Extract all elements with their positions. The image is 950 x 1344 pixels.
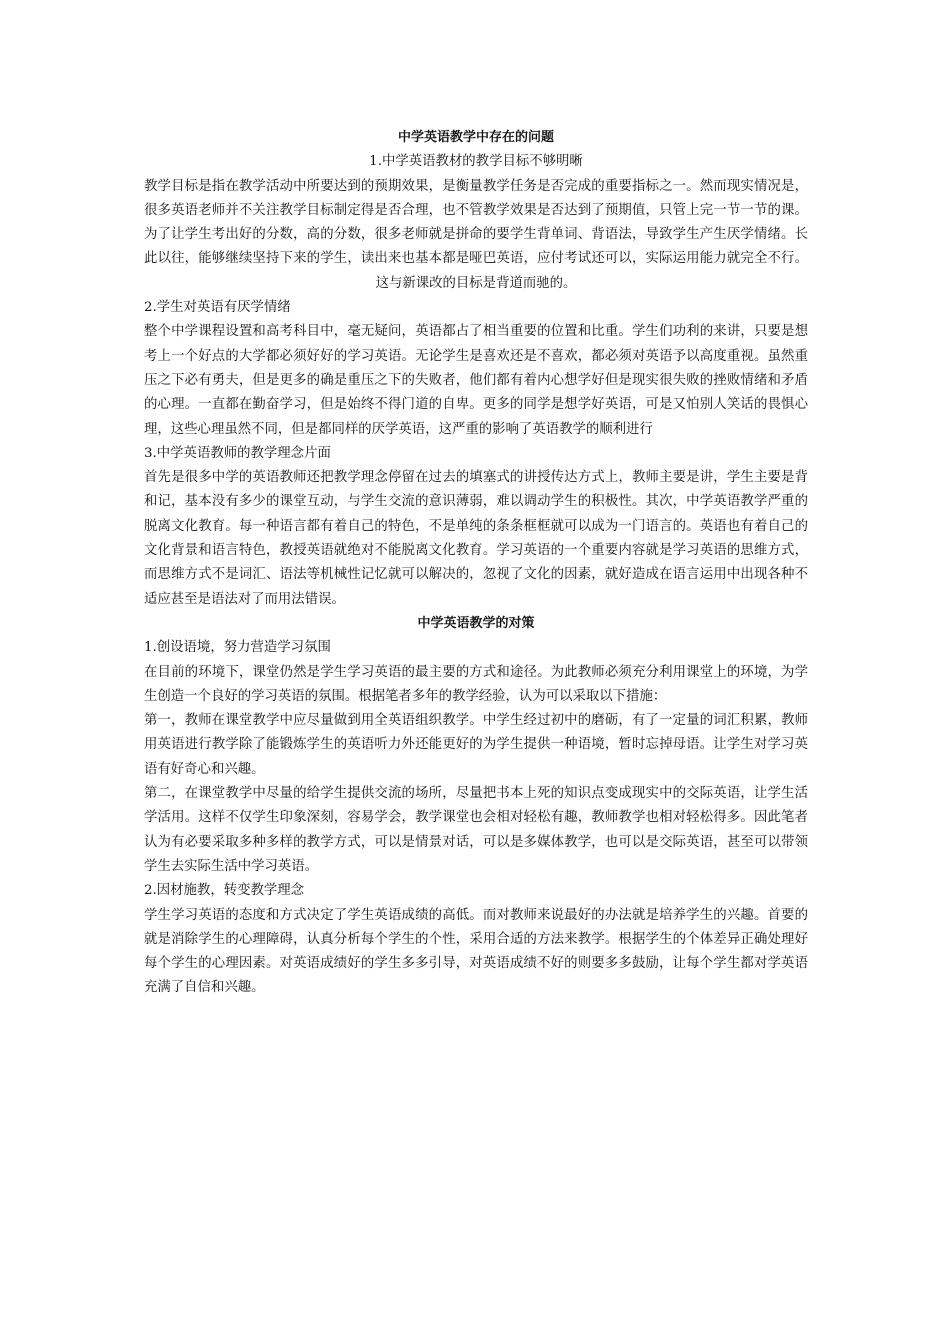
strategy-1-point-2: 第二，在课堂教学中尽量的给学生提供交流的场所，尽量把书本上死的知识点变成现实中的交际英语，让学生活学活用。这样不仅学生印象深刻，容易学会，教学课堂也会相对轻松有趣，教师教学也相对轻松得多。因此笔者认为有必要采取多种多样的教学方式，可以是情景对话，可以是多媒体教学，也可以是交际英语，甚至可以带领学生去实际生活中学习英语。 <box>144 786 808 874</box>
section-2-title: 2.学生对英语有厌学情绪 <box>144 300 291 316</box>
strategy-2-title: 2.因材施教，转变教学理念 <box>144 883 305 899</box>
strategy-1-title: 1.创设语境，努力营造学习氛围 <box>144 640 331 656</box>
heading-problems: 中学英语教学中存在的问题 <box>397 130 554 145</box>
section-3-title: 3.中学英语教师的教学理念片面 <box>144 445 331 461</box>
section-3-body: 首先是很多中学的英语教师还把教学理念停留在过去的填塞式的讲授传达方式上，教师主要是讲，学生主要是背和记，基本没有多少的课堂互动，与学生交流的意识薄弱，难以调动学生的积极性。其次，中学英语教学严重的脱离文化教育。每一种语言都有着自己的特色，不是单纯的条条框框就可以成为一门语言的。英语也有着自己的文化背景和语言特色，教授英语就绝对不能脱离文化教育。学习英语的一个重要内容就是学习英语的思维方式，而思维方式不是词汇、语法等机械性记忆就可以解决的，忽视了文化的因素，就好造成在语言运用中出现各种不适应甚至是语法对了而用法错误。 <box>144 470 808 607</box>
strategy-1-point-1: 第一，教师在课堂教学中应尽量做到用全英语组织教学。中学生经过初中的磨砺，有了一定量的词汇积累，教师用英语进行教学除了能锻炼学生的英语听力外还能更好的为学生提供一种语境，暂时忘掉母语。让学生对学习英语有好奇心和兴趣。 <box>144 713 808 777</box>
section-1-title: 1.中学英语教材的教学目标不够明晰 <box>369 154 583 170</box>
strategy-1-body: 在目前的环境下，课堂仍然是学生学习英语的最主要的方式和途径。为此教师必须充分利用课堂上的环境，为学生创造一个良好的学习英语的氛围。根据笔者多年的教学经验，认为可以采取以下措施： <box>144 664 808 704</box>
document-body <box>144 126 808 1001</box>
heading-strategies: 中学英语教学的对策 <box>417 615 535 631</box>
section-1-body: 教学目标是指在教学活动中所要达到的预期效果，是衡量教学任务是否完成的重要指标之一。然而现实情况是，很多英语老师并不关注教学目标制定得是否合理，也不管教学效果是否达到了预期值，只管上完一节一节的课。为了让学生考出好的分数，高的分数，很多老师就是拼命的要学生背单词、背语法，导致学生产生厌学情绪。长此以往，能够继续坚持下来的学生，读出来也基本都是哑巴英语，应付考试还可以，实际运用能力就完全不行。这与新课改的目标是背道而驰的。 <box>144 178 808 291</box>
section-2-body: 整个中学课程设置和高考科目中，毫无疑问，英语都占了相当重要的位置和比重。学生们功利的来讲，只要是想考上一个好点的大学都必须好好的学习英语。无论学生是喜欢还是不喜欢，都必须对英语予以高度重视。虽然重压之下必有勇夫，但是更多的确是重压之下的失败者，他们都有着内心想学好但是现实很失败的挫败情绪和矛盾的心理。一直都在勤奋学习，但是始终不得门道的自卑。更多的同学是想学好英语，可是又怕别人笑话的畏惧心理，这些心理虽然不同，但是都同样的厌学英语，这严重的影响了英语教学的顺利进行 <box>144 324 808 437</box>
strategy-2-body: 学生学习英语的态度和方式决定了学生英语成绩的高低。而对教师来说最好的办法就是培养学生的兴趣。首要的就是消除学生的心理障碍，认真分析每个学生的个性，采用合适的方法来教学。根据学生的个体差异正确处理好每个学生的心理因素。对英语成绩好的学生多多引导，对英语成绩不好的则要多多鼓励，让每个学生都对学英语充满了自信和兴趣。 <box>144 907 808 996</box>
